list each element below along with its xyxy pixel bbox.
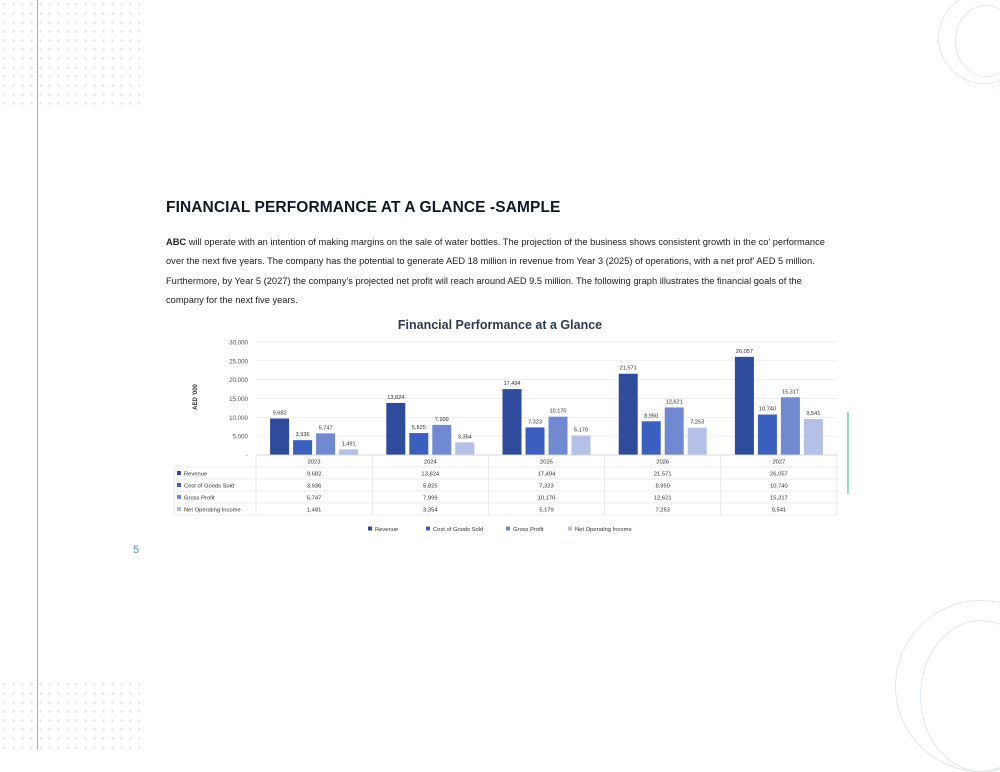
table-cell: 12,621 [653, 495, 672, 502]
x-tick-label: 2027 [772, 459, 786, 466]
legend-label: Gross Profit [513, 527, 544, 533]
table-row-label: Net Operating Income [184, 507, 241, 514]
data-label: 8,950 [644, 413, 659, 420]
data-label: 9,682 [272, 410, 287, 417]
bar-cost-of-goods-sold [642, 421, 661, 455]
data-label: 5,179 [574, 427, 588, 434]
table-cell: 9,541 [771, 507, 787, 514]
data-label: 9,541 [806, 411, 821, 418]
page-title: FINANCIAL PERFORMANCE AT A GLANCE -SAMPLE [166, 199, 561, 216]
intro-paragraph [166, 233, 834, 310]
data-label: 1,491 [341, 441, 356, 448]
decorative-accent-bar [847, 412, 849, 494]
bar-net-operating-income [572, 435, 591, 455]
legend-key [177, 495, 181, 499]
bar-net-operating-income [339, 449, 358, 455]
left-margin-rule [37, 0, 38, 750]
data-label: 5,747 [318, 425, 333, 432]
bar-revenue [503, 389, 522, 455]
y-tick-label: 5,000 [232, 433, 248, 441]
table-cell: 21,571 [653, 471, 672, 478]
table-cell: 15,317 [770, 495, 788, 502]
y-tick-label: 30,000 [229, 339, 248, 347]
page-number: 5 [133, 544, 140, 556]
table-cell: 1,491 [306, 507, 322, 514]
y-tick-label: 10,000 [229, 414, 248, 422]
legend-label: Revenue [375, 527, 399, 533]
legend-label: Cost of Goods Sold [433, 527, 484, 533]
data-label: 3,354 [457, 434, 472, 441]
table-cell: 7,999 [423, 495, 438, 502]
decorative-dot-pattern [0, 680, 140, 750]
bar-revenue [619, 374, 638, 455]
bar-gross-profit [549, 417, 568, 455]
data-label: 15,317 [781, 389, 799, 396]
paragraph-text: will operate with an intention of making margins on the sale of water bottles. The projection of the business shows consistent growth in the co’ performance over the next five years. The company has the potential to generate AED 18 million in revenue from Year 3 (2025) of operations, with a net prof’ AED 5 million. Furthermore, by Year 5 (2027) the company’s projected net profit will reach around AED 9.5 million. The following graph illustrates the financial goals of the company for the next five years. [166, 237, 825, 305]
legend-key [177, 483, 181, 487]
data-label: 7,253 [690, 419, 705, 426]
y-tick-label: 25,000 [229, 358, 248, 366]
table-cell: 3,936 [306, 483, 322, 490]
data-label: 12,621 [665, 399, 683, 406]
bar-net-operating-income [804, 419, 823, 455]
financial-performance-chart [160, 334, 850, 544]
table-cell: 9,682 [306, 471, 322, 478]
legend-key [177, 471, 181, 475]
data-label: 5,825 [411, 425, 426, 432]
table-row-label: Cost of Goods Sold [184, 483, 235, 490]
table-cell: 8,950 [655, 483, 670, 490]
data-label: 17,494 [503, 381, 521, 388]
table-cell: 10,740 [770, 483, 788, 490]
legend-swatch [368, 527, 372, 531]
legend-swatch [506, 527, 510, 531]
table-cell: 26,057 [770, 471, 788, 478]
table-cell: 17,494 [537, 471, 556, 478]
y-tick-label: 20,000 [229, 377, 248, 385]
x-tick-label: 2025 [540, 459, 553, 466]
data-label: 21,571 [619, 365, 637, 372]
table-cell: 5,179 [539, 507, 554, 514]
data-label: 13,824 [387, 394, 405, 401]
x-tick-label: 2026 [656, 459, 670, 466]
legend-label: Net Operating Income [575, 527, 632, 533]
y-axis-label: AED '000 [193, 384, 199, 410]
bar-cost-of-goods-sold [409, 433, 428, 455]
legend-key [177, 507, 181, 511]
bar-gross-profit [781, 397, 800, 455]
bar-revenue [270, 419, 289, 455]
bar-gross-profit [665, 407, 684, 455]
data-label: 10,170 [549, 408, 567, 415]
data-label: 7,323 [528, 419, 542, 426]
x-tick-label: 2024 [423, 459, 437, 466]
table-cell: 3,354 [423, 507, 438, 514]
bar-net-operating-income [455, 442, 474, 455]
bar-gross-profit [316, 433, 335, 455]
x-tick-label: 2023 [307, 459, 321, 466]
legend-swatch [426, 527, 430, 531]
bar-revenue [735, 357, 754, 455]
table-cell: 7,253 [655, 507, 670, 514]
data-label: 10,740 [758, 406, 776, 413]
table-row-label: Revenue [184, 471, 208, 478]
bar-revenue [386, 403, 405, 455]
bar-gross-profit [432, 425, 451, 455]
data-label: 26,057 [735, 348, 753, 355]
data-label: 7,999 [434, 416, 449, 423]
y-tick-label: 15,000 [229, 396, 248, 403]
table-cell: 5,747 [306, 495, 322, 502]
table-row-label: Gross Profit [184, 495, 215, 502]
decorative-dot-pattern [0, 0, 140, 110]
bar-cost-of-goods-sold [293, 440, 312, 455]
table-cell: 13,824 [421, 471, 440, 478]
y-tick-label: - [245, 452, 248, 460]
table-cell: 7,323 [539, 483, 554, 490]
data-label: 3,936 [295, 432, 310, 439]
table-cell: 10,170 [537, 495, 556, 502]
chart-title: Financial Performance at a Glance [397, 318, 603, 332]
legend-swatch [568, 527, 572, 531]
bar-cost-of-goods-sold [526, 427, 545, 455]
bar-net-operating-income [688, 428, 707, 455]
company-name: ABC [166, 237, 187, 247]
table-cell: 5,825 [423, 483, 438, 490]
bar-cost-of-goods-sold [758, 415, 777, 455]
